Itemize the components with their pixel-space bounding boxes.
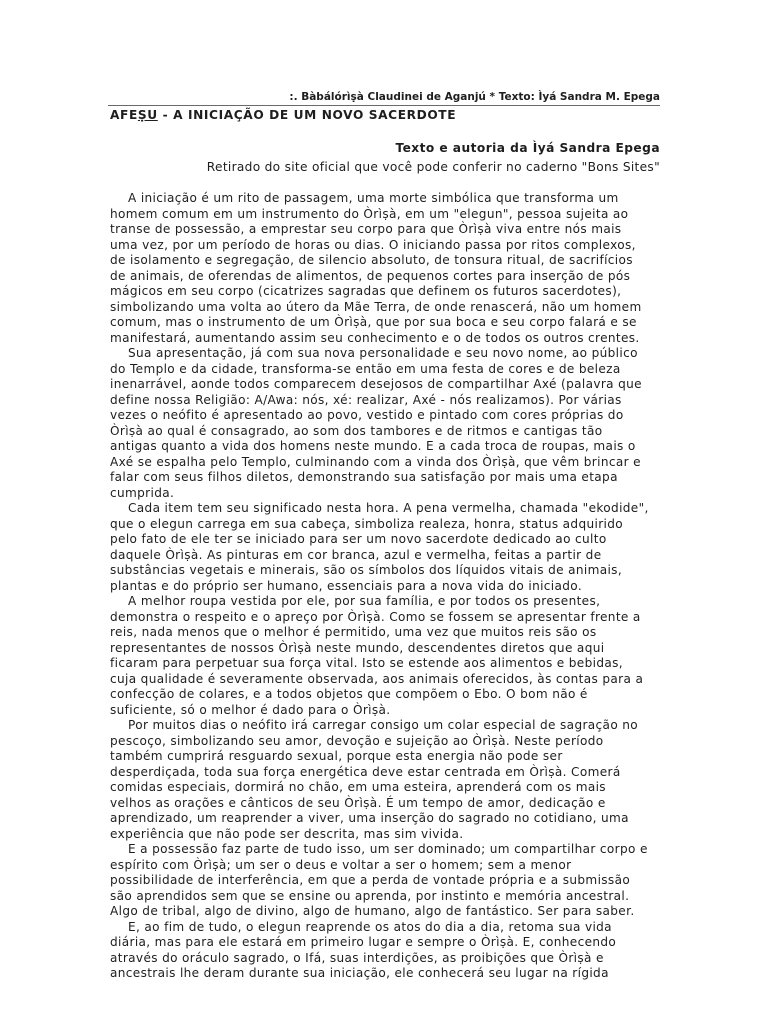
paragraph-line: substâncias vegetais e minerais, são os símbolos dos líquidos vitais de animais, bbox=[110, 563, 623, 577]
paragraph-line: ficaram para perpetuar sua força vital. Isto se estende aos alimentos e bebidas, bbox=[110, 656, 623, 670]
paragraph-line: pelo fato de ele ter se iniciado para ser um novo sacerdote dedicado ao culto bbox=[110, 532, 607, 546]
paragraph-line: de animais, de oferendas de alimentos, de pequenos cortes para inserção de pós bbox=[110, 268, 631, 283]
paragraph-line: transe de possessão, a emprestar seu corpo para que Òrìṣà viva entre nós mais bbox=[110, 222, 622, 236]
paragraph-line: confecção de colares, e a todos objetos que compõem o Ebo. O bom não é bbox=[110, 687, 588, 701]
paragraph-line: Sua apresentação, já com sua nova personalidade e seu novo nome, ao público bbox=[128, 346, 638, 360]
paragraph-line: simbolizando uma volta ao útero da Mãe Terra, de onde renascerá, não um homem bbox=[110, 299, 642, 314]
paragraph-line: aprendizado, um reaprender a viver, uma inserção do sagrado no cotidiano, uma bbox=[110, 811, 629, 825]
header-rule bbox=[108, 105, 660, 106]
paragraph-line: define nossa Religião: A/Awa: nós, xé: realizar, Axé - nós realizamos). Por várias bbox=[110, 392, 622, 407]
paragraph-line: plantas e do próprio ser humano, essenciais para a nova vida do iniciado. bbox=[110, 578, 583, 593]
paragraph-line: de isolamento e segregação, de silencio absoluto, de tonsura ritual, de sacrifícios bbox=[110, 253, 633, 267]
paragraph-line: E a possessão faz parte de tudo isso, um ser dominado; um compartilhar corpo e bbox=[128, 842, 648, 856]
paragraph-line: mágicos em seu corpo (cicatrizes sagradas que definem os futuros sacerdotes), bbox=[110, 284, 622, 298]
paragraph-line: Cada item tem seu significado nesta hora. A pena vermelha, chamada "ekodide", bbox=[128, 501, 649, 515]
paragraph-line: manifestará, aumentando assim seu conhecimento e o de todos os outros crentes. bbox=[110, 330, 640, 345]
paragraph-line: A iniciação é um rito de passagem, uma morte simbólica que transforma um bbox=[128, 191, 619, 205]
paragraph-line: cuja qualidade é severamente observada, aos animais oferecidos, às contas para a bbox=[110, 671, 644, 686]
paragraph-line: homem comum em um instrumento do Òrìṣà, em um "elegun", pessoa sujeita ao bbox=[110, 206, 629, 221]
paragraph-line: E, ao fim de tudo, o elegun reaprende os atos do dia a dia, retoma sua vida bbox=[128, 919, 612, 934]
title-prefix: AFE bbox=[110, 108, 138, 122]
paragraph-line: comum, mas o instrumento de um Òrìṣà, que por sua boca e seu corpo falará e se bbox=[110, 315, 637, 329]
paragraph-line: espírito com Òrìṣà; um ser o deus e voltar a ser o homem; sem a menor bbox=[110, 857, 572, 872]
paragraph-line: através do oráculo sagrado, o Ifá, suas interdições, as proibições que Òrìṣà e bbox=[110, 950, 604, 965]
paragraph-line: são aprendidos sem que se ensine ou aprenda, por instinto e memória ancestral. bbox=[110, 888, 630, 903]
paragraph-line: suficiente, só o melhor é dado para o Òrìṣà. bbox=[110, 702, 391, 717]
paragraph-line: daquele Òrìṣà. As pinturas em cor branca, azul e vermelha, feitas a partir de bbox=[110, 547, 602, 562]
paragraph-line: possibilidade de interferência, em que a perda de vontade própria e a submissão bbox=[110, 873, 631, 887]
paragraph-line: demonstra o respeito e o apreço por Òrìṣà. Como se fossem se apresentar frente a bbox=[110, 609, 641, 624]
paragraph-line: cumprida. bbox=[110, 485, 175, 500]
paragraph-line: que o elegun carrega em sua cabeça, simboliza realeza, honra, status adquirido bbox=[110, 516, 624, 531]
title-suffix: - A INICIAÇÃO DE UM NOVO SACERDOTE bbox=[157, 108, 457, 122]
article-body bbox=[110, 191, 670, 982]
paragraph-line: diária, mas para ele estará em primeiro lugar e sempre o Òrìṣà. E, conhecendo bbox=[110, 935, 617, 949]
running-header: :. Bàbálórìṣà Claudinei de Aganjú * Texto: Ìyá Sandra M. Epega bbox=[289, 91, 660, 103]
paragraph-line: ancestrais lhe deram durante sua iniciação, ele conhecerá seu lugar na rígida bbox=[110, 966, 609, 980]
paragraph-line: reis, nada menos que o melhor é permitido, uma vez que muitos reis são os bbox=[110, 625, 597, 639]
paragraph-line: desperdiçada, toda sua força energética deve estar centrada em Òrìṣà. Comerá bbox=[110, 764, 621, 779]
paragraph-line: velhos as orações e cânticos de seu Òrìṣà. É um tempo de amor, dedicação e bbox=[110, 795, 606, 810]
paragraph-line: A melhor roupa vestida por ele, por sua família, e por todos os presentes, bbox=[128, 594, 601, 608]
paragraph-line: uma vez, por um período de horas ou dias. O iniciando passa por ritos complexos, bbox=[110, 237, 636, 252]
paragraph-line: também cumprirá resguardo sexual, porque esta energia não pode ser bbox=[110, 749, 563, 763]
paragraph-line: pescoço, simbolizando seu amor, devoção e sujeição ao Òrìṣà. Neste período bbox=[110, 733, 604, 748]
paragraph-line: comidas especiais, dormirá no chão, em uma esteira, aprenderá com os mais bbox=[110, 780, 606, 794]
paragraph-line: Por muitos dias o neófito irá carregar consigo um colar especial de sagração no bbox=[128, 718, 639, 732]
article-title bbox=[110, 107, 456, 123]
paragraph-line: do Templo e da cidade, transforma-se então em uma festa de cores e de beleza bbox=[110, 361, 621, 376]
title-underlined: ṢU bbox=[137, 108, 158, 122]
paragraph-line: representantes de nossos Òrìṣà neste mundo, descendentes diretos que aqui bbox=[110, 640, 605, 655]
paragraph-line: Algo de tribal, algo de divino, algo de humano, algo de fantástico. Ser para saber. bbox=[110, 904, 635, 918]
source-line: Retirado do site oficial que você pode conferir no caderno "Bons Sites" bbox=[206, 160, 660, 174]
author-line: Texto e autoria da Ìyá Sandra Epega bbox=[395, 141, 660, 155]
paragraph-line: vezes o neófito é apresentado ao povo, vestido e pintado com cores próprias do bbox=[110, 408, 624, 422]
paragraph-line: falar com seus filhos diletos, demonstrando sua satisfação por mais uma etapa bbox=[110, 470, 618, 484]
paragraph-line: experiência que não pode ser descrita, mas sim vivida. bbox=[110, 826, 464, 841]
paragraph-line: Axé se espalha pelo Templo, culminando com a vinda dos Òrìṣà, que vêm brincar e bbox=[110, 454, 641, 469]
paragraph-line: antigas quanto a vida dos homens neste mundo. E a cada troca de roupas, mais o bbox=[110, 439, 636, 453]
paragraph-line: Òrìṣà ao qual é consagrado, ao som dos tambores e de ritmos e cantigas tão bbox=[110, 423, 603, 438]
paragraph-line: inenarrável, aonde todos comparecem desejosos de compartilhar Axé (palavra que bbox=[110, 377, 642, 391]
